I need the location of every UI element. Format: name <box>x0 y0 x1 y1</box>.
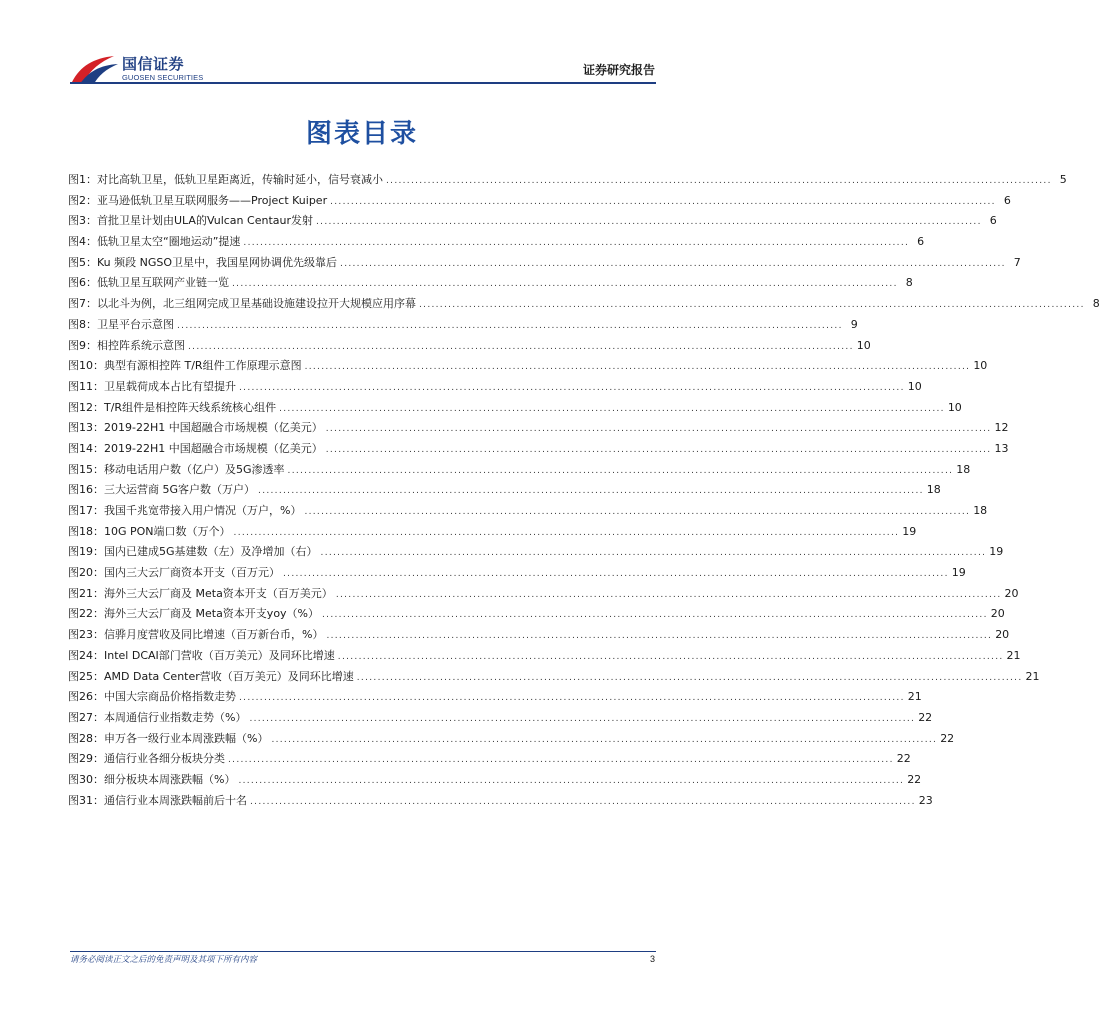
toc-entry[interactable] <box>68 668 1040 689</box>
toc-dot-leader: ................................................................................................................................................................ <box>188 341 854 352</box>
toc-figure-title: 中国大宗商品价格指数走势 <box>104 690 236 704</box>
toc-entry[interactable] <box>68 461 971 482</box>
toc-figure-title: 相控阵系统示意图 <box>97 338 185 352</box>
toc-figure-title: 10G PON端口数（万个） <box>104 524 231 538</box>
toc-figure-title: 卫星平台示意图 <box>97 317 174 331</box>
toc-page-number: 21 <box>1006 648 1021 662</box>
toc-figure-title: 三大运营商 5G客户数（万户） <box>104 483 256 497</box>
toc-dot-leader: ................................................................................................................................................................ <box>337 651 1004 662</box>
toc-entry[interactable] <box>68 771 922 792</box>
toc-figure-number: 图2： <box>68 193 97 207</box>
toc-entry[interactable] <box>68 254 1021 275</box>
toc-dot-leader: ................................................................................................................................................................ <box>330 196 996 207</box>
toc-entry[interactable] <box>68 688 922 709</box>
toc-dot-leader: ................................................................................................................................................................ <box>325 444 992 455</box>
toc-entry[interactable] <box>68 750 911 771</box>
toc-entry[interactable] <box>68 523 917 544</box>
toc-page-number: 12 <box>994 421 1009 435</box>
toc-page-number: 10 <box>856 338 871 352</box>
toc-entry[interactable] <box>68 585 1019 606</box>
toc-figure-number: 图24： <box>68 648 104 662</box>
toc-entry[interactable] <box>68 357 988 378</box>
toc-figure-number: 图27： <box>68 710 104 724</box>
toc-dot-leader: ................................................................................................................................................................ <box>239 382 905 393</box>
toc-figure-number: 图14： <box>68 441 104 455</box>
toc-page-number: 9 <box>850 317 858 331</box>
toc-dot-leader: ................................................................................................................................................................ <box>279 403 945 414</box>
report-type-label: 证券研究报告 <box>582 63 655 77</box>
footer-divider <box>70 951 656 952</box>
toc-page-number: 18 <box>926 483 941 497</box>
page-title: 图表目录 <box>305 119 418 149</box>
toc-figure-title: 通信行业本周涨跌幅前后十名 <box>104 793 247 807</box>
toc-dot-leader: ................................................................................................................................................................ <box>258 486 924 497</box>
toc-figure-title: 对比高轨卫星，低轨卫星距离近，传输时延小，信号衰减小 <box>97 173 383 186</box>
toc-page-number: 10 <box>907 379 922 393</box>
toc-figure-title: 低轨卫星互联网产业链一览 <box>97 276 229 290</box>
toc-entry[interactable] <box>68 316 858 337</box>
toc-entry[interactable] <box>68 481 941 502</box>
toc-figure-number: 图7： <box>68 297 97 311</box>
toc-figure-number: 图15： <box>68 462 104 476</box>
toc-entry[interactable] <box>68 295 1100 316</box>
toc-dot-leader: ................................................................................................................................................................ <box>326 631 993 642</box>
toc-page-number: 6 <box>1003 193 1011 207</box>
logo-chinese-name: 国信证券 <box>122 55 185 73</box>
toc-page-number: 10 <box>947 400 962 414</box>
toc-dot-leader: ................................................................................................................................................................ <box>250 796 916 807</box>
toc-dot-leader: ................................................................................................................................................................ <box>239 693 905 704</box>
toc-dot-leader: ................................................................................................................................................................ <box>232 279 898 290</box>
toc-figure-number: 图1： <box>68 173 97 186</box>
toc-figure-title: 移动电话用户数（亿户）及5G渗透率 <box>104 462 285 476</box>
toc-entry[interactable] <box>68 337 871 358</box>
toc-entry[interactable] <box>68 647 1021 668</box>
toc-page-number: 20 <box>990 607 1005 621</box>
toc-page-number: 18 <box>973 504 988 517</box>
toc-page-number: 13 <box>994 441 1009 455</box>
toc-figure-number: 图18： <box>68 524 104 538</box>
toc-figure-number: 图23： <box>68 628 104 642</box>
toc-dot-leader: ................................................................................................................................................................ <box>419 300 1085 311</box>
toc-figure-title: 以北斗为例，北三组网完成卫星基础设施建设拉开大规模应用序幕 <box>97 297 416 311</box>
toc-dot-leader: ................................................................................................................................................................ <box>316 217 982 228</box>
toc-figure-number: 图6： <box>68 276 97 290</box>
guosen-logo-mark-icon <box>70 52 120 86</box>
toc-page-number: 22 <box>940 731 955 745</box>
toc-page-number: 8 <box>905 276 913 290</box>
toc-entry[interactable] <box>68 626 1010 647</box>
toc-figure-title: 申万各一级行业本周涨跌幅（%） <box>104 731 269 745</box>
toc-dot-leader: ................................................................................................................................................................ <box>335 589 1002 600</box>
toc-entry[interactable] <box>68 399 962 420</box>
toc-page-number: 10 <box>973 359 988 373</box>
toc-page-number: 6 <box>917 235 925 249</box>
toc-figure-number: 图31： <box>68 793 104 807</box>
toc-dot-leader: ................................................................................................................................................................ <box>233 527 900 538</box>
toc-page-number: 22 <box>918 710 933 724</box>
toc-dot-leader: ................................................................................................................................................................ <box>340 258 1006 269</box>
toc-page-number: 8 <box>1092 297 1100 311</box>
toc-dot-leader: ................................................................................................................................................................ <box>177 320 843 331</box>
toc-page-number: 18 <box>956 462 971 476</box>
toc-figure-title: Ku 频段 NGSO卫星中，我国星网协调优先级靠后 <box>97 255 338 269</box>
toc-entry[interactable] <box>68 233 925 254</box>
toc-dot-leader: ................................................................................................................................................................ <box>243 238 910 249</box>
toc-figure-number: 图16： <box>68 483 104 497</box>
toc-figure-number: 图12： <box>68 400 104 414</box>
toc-figure-title: 首批卫星计划由ULA的Vulcan Centaur发射 <box>97 214 313 228</box>
toc-entry[interactable] <box>68 502 988 523</box>
toc-entry[interactable] <box>68 440 1009 461</box>
toc-figure-title: 2019-22H1 中国超融合市场规模（亿美元） <box>104 421 323 435</box>
toc-dot-leader: ................................................................................................................................................................ <box>249 713 916 724</box>
toc-figure-title: 信骅月度营收及同比增速（百万新台币，%） <box>104 628 324 642</box>
toc-entry[interactable] <box>68 709 933 730</box>
toc-entry[interactable] <box>68 564 966 585</box>
toc-figure-title: 本周通信行业指数走势（%） <box>104 710 247 724</box>
toc-entry[interactable] <box>68 543 1004 564</box>
toc-entry[interactable] <box>68 212 997 233</box>
toc-page-number: 22 <box>907 772 922 786</box>
toc-page-number: 5 <box>1059 173 1067 186</box>
toc-figure-number: 图28： <box>68 731 104 745</box>
toc-figure-number: 图13： <box>68 421 104 435</box>
guosen-logo <box>70 52 210 86</box>
toc-dot-leader: ................................................................................................................................................................ <box>283 569 949 580</box>
toc-dot-leader: ................................................................................................................................................................ <box>287 465 954 476</box>
toc-figure-title: 通信行业各细分板块分类 <box>104 752 225 766</box>
toc-figure-number: 图22： <box>68 607 104 621</box>
toc-dot-leader: ................................................................................................................................................................ <box>271 734 938 745</box>
toc-entry[interactable] <box>68 730 955 751</box>
table-of-figures <box>68 171 1100 812</box>
toc-figure-number: 图26： <box>68 690 104 704</box>
footer-disclaimer: 请务必阅读正文之后的免责声明及其项下所有内容 <box>70 955 258 965</box>
page-number: 3 <box>649 954 655 964</box>
toc-entry[interactable] <box>68 192 1011 213</box>
toc-figure-title: T/R组件是相控阵天线系统核心组件 <box>104 400 277 414</box>
toc-page-number: 19 <box>902 524 917 538</box>
toc-figure-number: 图3： <box>68 214 97 228</box>
toc-figure-number: 图29： <box>68 752 104 766</box>
toc-figure-number: 图8： <box>68 317 97 331</box>
toc-figure-number: 图9： <box>68 338 97 352</box>
toc-figure-number: 图20： <box>68 566 104 580</box>
toc-dot-leader: ................................................................................................................................................................ <box>325 424 992 435</box>
logo-english-name: GUOSEN SECURITIES <box>122 73 204 82</box>
toc-figure-title: 海外三大云厂商及 Meta资本开支yoy（%） <box>104 607 320 621</box>
toc-figure-title: 卫星载荷成本占比有望提升 <box>104 379 236 393</box>
toc-figure-title: AMD Data Center营收（百万美元）及同环比增速 <box>104 669 354 683</box>
toc-page-number: 20 <box>1004 586 1019 600</box>
toc-figure-number: 图30： <box>68 772 104 786</box>
toc-page-number: 23 <box>918 793 933 807</box>
toc-figure-title: 典型有源相控阵 T/R组件工作原理示意图 <box>104 359 302 373</box>
toc-page-number: 21 <box>1025 669 1040 683</box>
toc-figure-title: 海外三大云厂商及 Meta资本开支（百万美元） <box>104 586 333 600</box>
header-divider <box>70 82 656 84</box>
toc-figure-number: 图5： <box>68 255 97 269</box>
toc-entry[interactable] <box>68 171 1067 192</box>
toc-figure-title: Intel DCAI部门营收（百万美元）及同环比增速 <box>104 648 335 662</box>
toc-dot-leader: ................................................................................................................................................................ <box>322 610 988 621</box>
toc-figure-title: 亚马逊低轨卫星互联网服务——Project Kuiper <box>97 193 328 207</box>
toc-page-number: 22 <box>896 752 911 766</box>
toc-page-number: 7 <box>1013 255 1021 269</box>
toc-page-number: 19 <box>989 545 1004 559</box>
toc-figure-number: 图21： <box>68 586 104 600</box>
toc-dot-leader: ................................................................................................................................................................ <box>356 672 1023 683</box>
toc-page-number: 6 <box>989 214 997 228</box>
toc-entry[interactable] <box>68 792 933 813</box>
toc-page-number: 20 <box>995 628 1010 642</box>
toc-entry[interactable] <box>68 419 1009 440</box>
toc-dot-leader: ................................................................................................................................................................ <box>320 548 987 559</box>
toc-figure-number: 图10： <box>68 359 104 373</box>
toc-figure-title: 国内已建成5G基建数（左）及净增加（右） <box>104 545 318 559</box>
toc-figure-title: 低轨卫星太空“圈地运动”提速 <box>97 235 241 249</box>
toc-figure-number: 图4： <box>68 235 97 249</box>
toc-figure-number: 图25： <box>68 669 104 683</box>
toc-figure-number: 图19： <box>68 545 104 559</box>
toc-figure-title: 2019-22H1 中国超融合市场规模（亿美元） <box>104 441 323 455</box>
toc-dot-leader: ................................................................................................................................................................ <box>304 507 971 517</box>
toc-figure-title: 我国千兆宽带接入用户情况（万户，%） <box>104 504 302 517</box>
toc-figure-title: 细分板块本周涨跌幅（%） <box>104 772 236 786</box>
toc-page-number: 21 <box>907 690 922 704</box>
toc-figure-title: 国内三大云厂商资本开支（百万元） <box>104 566 280 580</box>
toc-page-number: 19 <box>951 566 966 580</box>
toc-dot-leader: ................................................................................................................................................................ <box>228 755 894 766</box>
toc-dot-leader: ................................................................................................................................................................ <box>386 176 1052 186</box>
toc-dot-leader: ................................................................................................................................................................ <box>238 775 905 786</box>
toc-dot-leader: ................................................................................................................................................................ <box>304 362 971 373</box>
toc-figure-number: 图17： <box>68 504 104 517</box>
toc-entry[interactable] <box>68 274 913 295</box>
toc-entry[interactable] <box>68 378 922 399</box>
toc-figure-number: 图11： <box>68 379 104 393</box>
toc-entry[interactable] <box>68 605 1005 626</box>
